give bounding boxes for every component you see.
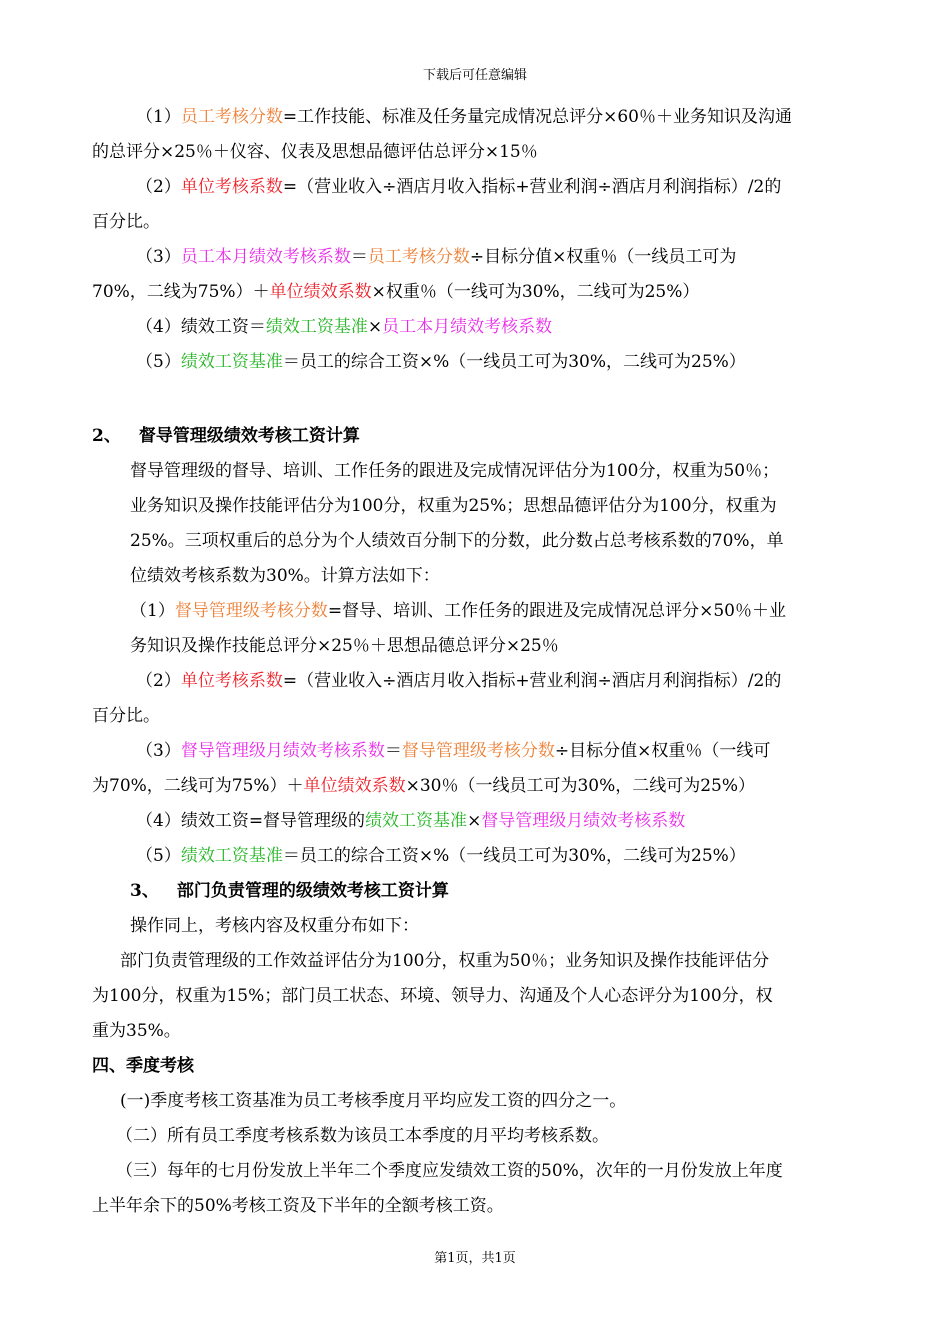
term-supervisor-monthly-coefficient: 督导管理级月绩效考核系数 xyxy=(481,811,686,831)
term-unit-performance-coefficient: 单位绩效系数 xyxy=(269,282,372,302)
s2-item-3-line-1: （3）督导管理级月绩效考核系数＝督导管理级考核分数÷目标分值×权重％（一线可 xyxy=(136,741,771,761)
term-performance-wage-base: 绩效工资基准 xyxy=(180,846,283,866)
s2-item-2-line-1: （2）单位考核系数=（营业收入÷酒店月收入指标+营业利润÷酒店月利润指标）/2的 xyxy=(136,671,782,691)
term-monthly-performance-coefficient: 员工本月绩效考核系数 xyxy=(382,317,553,337)
s1-item-4: （4）绩效工资＝绩效工资基准×员工本月绩效考核系数 xyxy=(136,317,553,337)
page-header: 下载后可任意编辑 xyxy=(422,68,527,83)
term-employee-score: 员工考核分数 xyxy=(180,107,283,127)
s3-para-line-2: 为100分，权重为15%；部门员工状态、环境、领导力、沟通及个人心态评分为100分，权 xyxy=(92,986,773,1006)
term-performance-wage-base: 绩效工资基准 xyxy=(180,352,283,372)
term-performance-wage-base: 绩效工资基准 xyxy=(365,811,468,831)
s1-item-3-line-2: 70%，二线为75%）＋单位绩效系数×权重％（一线可为30%，二线可为25%） xyxy=(92,282,700,302)
term-unit-performance-coefficient: 单位绩效系数 xyxy=(303,776,406,796)
s3-para-line-3: 重为35%。 xyxy=(92,1021,181,1041)
s3-heading: 3、 部门负责管理的级绩效考核工资计算 xyxy=(130,881,449,901)
term-monthly-performance-coefficient: 员工本月绩效考核系数 xyxy=(180,247,351,267)
page-footer: 第1页，共1页 xyxy=(434,1251,516,1266)
s4-item-1: (一)季度考核工资基准为员工考核季度月平均应发工资的四分之一。 xyxy=(120,1091,627,1111)
s4-item-2: （二）所有员工季度考核系数为该员工本季度的月平均考核系数。 xyxy=(116,1126,609,1146)
s2-item-2-line-2: 百分比。 xyxy=(92,706,160,726)
s4-item-3-line-1: （三）每年的七月份发放上半年二个季度应发绩效工资的50%，次年的一月份发放上年度 xyxy=(116,1161,783,1181)
term-unit-coefficient: 单位考核系数 xyxy=(180,671,283,691)
s3-para-line-1: 部门负责管理级的工作效益评估分为100分，权重为50％；业务知识及操作技能评估分 xyxy=(120,951,770,971)
s2-para-line-3: 25%。三项权重后的总分为个人绩效百分制下的分数，此分数占总考核系数的70%，单 xyxy=(130,531,784,551)
s2-item-4: （4）绩效工资=督导管理级的绩效工资基准×督导管理级月绩效考核系数 xyxy=(136,811,686,831)
term-supervisor-monthly-coefficient: 督导管理级月绩效考核系数 xyxy=(180,741,385,761)
s1-item-1-line-1: （1）员工考核分数=工作技能、标准及任务量完成情况总评分×60％＋业务知识及沟通 xyxy=(136,107,792,127)
s2-item-5: （5）绩效工资基准＝员工的综合工资×%（一线员工可为30%，二线可为25%） xyxy=(136,846,746,866)
s1-item-2-line-2: 百分比。 xyxy=(92,212,160,232)
s2-item-1-line-1: （1）督导管理级考核分数=督导、培训、工作任务的跟进及完成情况总评分×50％＋业 xyxy=(130,601,786,621)
s4-heading: 四、季度考核 xyxy=(92,1056,194,1076)
s2-para-line-2: 业务知识及操作技能评估分为100分，权重为25%；思想品德评估分为100分，权重为 xyxy=(130,496,777,516)
s1-item-2-line-1: （2）单位考核系数=（营业收入÷酒店月收入指标+营业利润÷酒店月利润指标）/2的 xyxy=(136,177,782,197)
term-supervisor-score: 督导管理级考核分数 xyxy=(401,741,555,761)
s2-item-3-line-2: 为70%，二线可为75%）＋单位绩效系数×30％（一线员工可为30%，二线可为25%） xyxy=(92,776,756,796)
s1-item-5: （5）绩效工资基准＝员工的综合工资×%（一线员工可为30%，二线可为25%） xyxy=(136,352,746,372)
s2-para-line-1: 督导管理级的督导、培训、工作任务的跟进及完成情况评估分为100分，权重为50％； xyxy=(130,461,780,481)
s4-item-3-line-2: 上半年余下的50%考核工资及下半年的全额考核工资。 xyxy=(92,1196,504,1216)
s2-item-1-line-2: 务知识及操作技能总评分×25％＋思想品德总评分×25％ xyxy=(130,636,559,656)
s1-item-3-line-1: （3）员工本月绩效考核系数＝员工考核分数÷目标分值×权重％（一线员工可为 xyxy=(136,247,737,267)
term-employee-score: 员工考核分数 xyxy=(367,247,470,267)
term-performance-wage-base: 绩效工资基准 xyxy=(265,317,368,337)
s1-item-1-line-2: 的总评分×25％＋仪容、仪表及思想品德评估总评分×15％ xyxy=(92,142,538,162)
s2-para-line-4: 位绩效考核系数为30%。计算方法如下： xyxy=(130,566,440,586)
s3-line-1: 操作同上，考核内容及权重分布如下： xyxy=(130,916,419,936)
s2-heading: 2、 督导管理级绩效考核工资计算 xyxy=(92,426,360,446)
term-supervisor-score: 督导管理级考核分数 xyxy=(174,601,328,621)
term-unit-coefficient: 单位考核系数 xyxy=(180,177,283,197)
